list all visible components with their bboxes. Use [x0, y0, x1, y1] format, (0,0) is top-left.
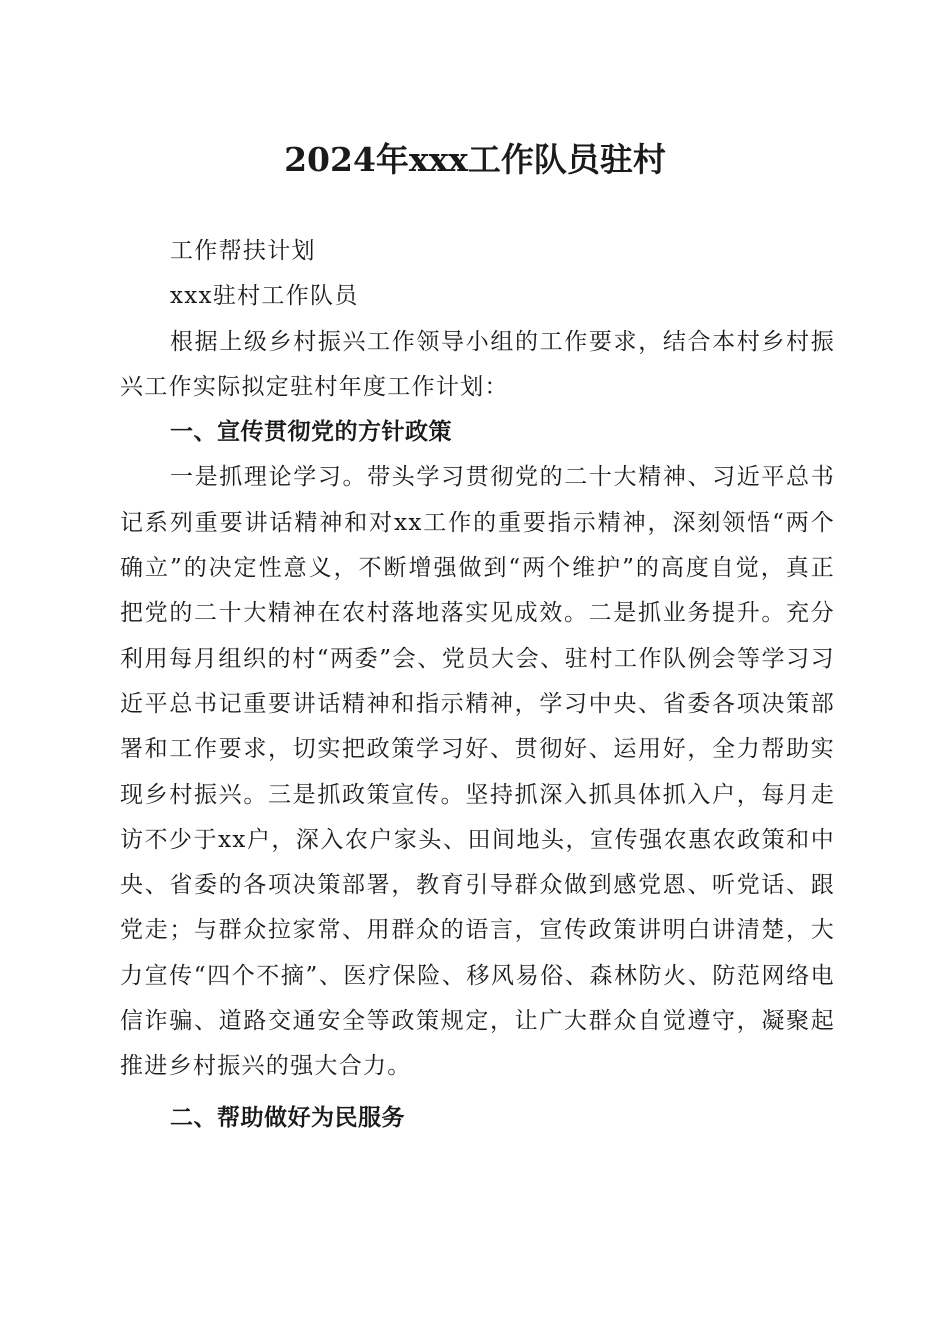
author-line: xxx驻村工作队员	[170, 283, 359, 310]
section-one-heading: 一、宣传贯彻党的方针政策	[170, 419, 452, 446]
document-subtitle: 工作帮扶计划	[170, 238, 316, 264]
intro-paragraph: 根据上级乡村振兴工作领导小组的工作要求，结合本村乡村振兴工作实际拟定驻村年度工作计划：	[120, 328, 835, 400]
section-two-heading: 二、帮助做好为民服务	[170, 1104, 405, 1131]
document-body	[120, 229, 835, 1141]
section-one-paragraph: 一是抓理论学习。带头学习贯彻党的二十大精神、习近平总书记系列重要讲话精神和对xx工作的重要指示精神，深刻领悟“两个确立”的决定性意义，不断增强做到“两个维护”的高度自觉，真正把党的二十大精神在农村落地落实见成效。二是抓业务提升。充分利用每月组织的村“两委”会、党员大会、驻村工作队例会等学习习近平总书记重要讲话精神和指示精神，学习中央、省委各项决策部署和工作要求，切实把政策学习好、贯彻好、运用好，全力帮助实现乡村振兴。三是抓政策宣传。坚持抓深入抓具体抓入户，每月走访不少于xx户，深入农户家头、田间地头，宣传强农惠农政策和中央、省委的各项决策部署，教育引导群众做到感党恩、听党话、跟党走；与群众拉家常、用群众的语言，宣传政策讲明白讲清楚，大力宣传“四个不摘”、医疗保险、移风易俗、森林防火、防范网络电信诈骗、道路交通安全等政策规定，让广大群众自觉遵守，凝聚起推进乡村振兴的强大合力。	[120, 464, 835, 1080]
document-title: 2024年xxx工作队员驻村	[284, 140, 666, 179]
